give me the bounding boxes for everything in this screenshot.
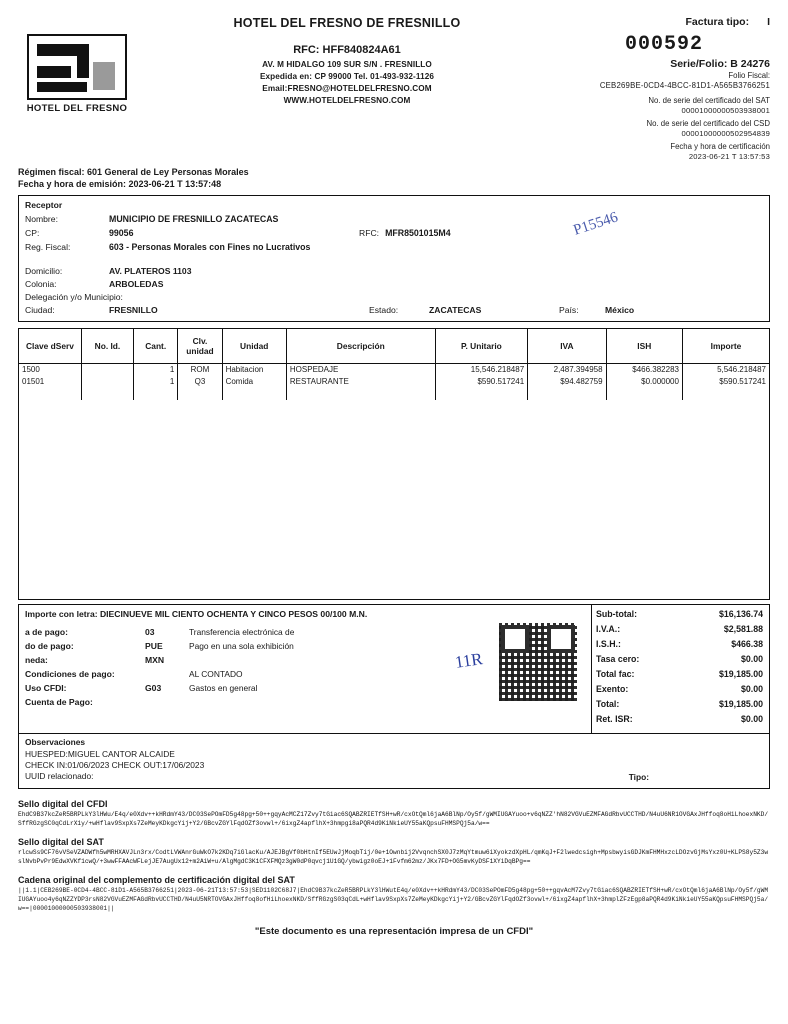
observaciones-line-1: HUESPED:MIGUEL CANTOR ALCAIDE — [25, 749, 175, 759]
receptor-delegacion-row — [25, 292, 763, 302]
cell-unidad: Habitacion — [222, 364, 286, 377]
serie-cert-sat-value: 00001000000503938001 — [681, 106, 770, 115]
total-label: I.S.H.: — [596, 639, 621, 649]
cell-unidad: Comida — [222, 376, 286, 388]
th-descripcion: Descripción — [286, 329, 435, 364]
receptor-domicilio-label: Domicilio: — [25, 266, 63, 276]
receptor-colonia-row — [25, 279, 763, 289]
receptor-delegacion-label: Delegación y/o Municipio: — [25, 292, 123, 302]
total-row — [596, 714, 763, 724]
total-value: $2,581.88 — [723, 624, 763, 634]
invoice-header — [0, 0, 788, 165]
serie-folio-row — [558, 58, 770, 70]
cadena-original-body: ||1.1|CEB269BE-0CD4-4BCC-81D1-A565B3766251|2023-06-21T13:57:53|SED1102C68J7|EhdC9B37kcZeR5BRPLkY3lHWutE4q/e0Xdv++kHRdmY43/DC03SePOmFD5g48pg+50++gqvAcM7Zvy7tGiac6SQABZRIETfSH+wR/cxOtQml6jaA6BlNp/Oy5f/gWMIUGAYuoo4y6qNZZYDP3rsN82VGVuEZMFAGdRbvUCCTHD/N4uU5NRTOVGAxJHffoq8ofHiLhoexNKD/SffRGzgS03qCdL+wHflav9SxpXs7ZeMeyKDkgcYij+Y2/GBcvZGYlFqdOZf3ovwl+/6ixgZ4apflhX+3hmplZFzEgp8aPQR4d9KiNkieUY55aKQpsuFHMSPQj5a/w==|00001000000503938001|| — [18, 886, 769, 912]
fecha-certificacion-label: Fecha y hora de certificación — [670, 142, 770, 151]
receptor-rfc-value: MFR8501015M4 — [385, 228, 451, 238]
payment-label: do de pago: — [25, 641, 74, 651]
cell-importe: $590.517241 — [719, 377, 766, 386]
cell-noid — [81, 376, 133, 388]
totals-list — [591, 605, 769, 733]
payment-label: Cuenta de Pago: — [25, 697, 93, 707]
regimen-fiscal: Régimen fiscal: 601 General de Ley Personas Morales — [18, 167, 249, 177]
observaciones-line-2: CHECK IN:01/06/2023 CHECK OUT:17/06/2023 — [25, 760, 205, 770]
issuer-info — [136, 14, 558, 165]
receptor-name-row — [25, 214, 763, 224]
total-row — [596, 609, 763, 619]
th-iva: IVA — [528, 329, 606, 364]
th-ish: ISH — [606, 329, 682, 364]
receptor-regfiscal-label: Reg. Fiscal: — [25, 242, 71, 252]
th-clave: Clave dServ — [19, 329, 81, 364]
concepts-table-wrap — [18, 328, 770, 600]
table-filler-row — [19, 388, 769, 400]
serie-folio-label: Serie/Folio: — [670, 58, 728, 70]
payment-desc: Transferencia electrónica de — [189, 627, 295, 637]
cell-clvunidad: ROM — [178, 364, 222, 377]
cell-clvunidad: Q3 — [178, 376, 222, 388]
cadena-original-title: Cadena original del complemento de certificación digital del SAT — [18, 874, 295, 885]
cell-noid — [81, 364, 133, 377]
receptor-domicilio-value: AV. PLATEROS 1103 — [109, 266, 192, 276]
total-row — [596, 639, 763, 649]
payment-desc: Pago en una sola exhibición — [189, 641, 294, 651]
importe-con-letra: Importe con letra: DIECINUEVE MIL CIENTO OCHENTA Y CINCO PESOS 00/100 M.N. — [25, 609, 368, 619]
logo-caption: HOTEL DEL FRESNO — [26, 103, 128, 114]
sello-sat-title: Sello digital del SAT — [18, 836, 104, 847]
th-importe: Importe — [682, 329, 769, 364]
payment-label: a de pago: — [25, 627, 68, 637]
total-value: $0.00 — [740, 684, 763, 694]
concepts-table — [19, 329, 769, 400]
invoice-type-row — [558, 16, 770, 28]
total-row — [596, 654, 763, 664]
footer-note: "Este documento es una representación impresa de un CFDI" — [254, 925, 534, 937]
th-clvunidad: Clv. unidad — [178, 329, 222, 364]
total-value: $466.38 — [731, 639, 763, 649]
th-punitario: P. Unitario — [435, 329, 527, 364]
receptor-block — [18, 195, 770, 322]
cell-iva: $94.482759 — [528, 376, 606, 388]
receptor-cp-row — [25, 228, 763, 238]
serie-cert-csd-value: 00001000000502954839 — [681, 129, 770, 138]
total-label: Sub-total: — [596, 609, 638, 619]
cell-descripcion: HOSPEDAJE — [286, 364, 435, 377]
receptor-rfc-label: RFC: — [359, 228, 380, 238]
fecha-certificacion-value: 2023-06-21 T 13:57:53 — [688, 152, 770, 161]
payment-desc: Gastos en general — [189, 683, 258, 693]
fecha-emision: Fecha y hora de emisión: 2023-06-21 T 13:57:48 — [18, 179, 222, 189]
receptor-colonia-label: Colonia: — [25, 279, 57, 289]
cell-iva: 2,487.394958 — [528, 364, 606, 377]
invoice-meta — [558, 14, 770, 165]
total-label: Ret. ISR: — [596, 714, 633, 724]
observaciones-block — [18, 734, 770, 789]
payment-info — [19, 605, 591, 733]
cell-ish: $466.382283 — [606, 364, 682, 377]
issuer-address: AV. M HIDALGO 109 SUR S/N . FRESNILLO — [262, 60, 432, 69]
receptor-pais-value: México — [605, 305, 635, 315]
sello-cfdi-body: EhdC9B37kcZeR5BRPLkY3lHWu/E4q/e0Xdv++kHRdmY43/DC03SePOmFD5g48pg+50++gqyAcMCZ17Zvy7tGiac6SQABZRIETfSH+wR/cxOtQml6jaA6BlNp/Oy5f/gWMIUGAYuoo+v6qNZZ'hN82VGVuEZMFAGdRbvUCCTHD/N4uU6NR1OVGAxJHffoq8oHiLhoexNKD/SffRGzgSC0qCdLrX1y/+wHflav9SxpXs7ZeMeyKDkgcYij+Y2/GBcvZGYlFqdOZf3ovwl+/6ixgZ4apflhX+3hmpgi8aPQR4d9KiNkieUY55aKQpsuFHMSPQj5a/w== — [18, 811, 769, 827]
issuer-rfc: RFC: HFF840824A61 — [293, 44, 401, 56]
total-label: Exento: — [596, 684, 629, 694]
receptor-estado-value: ZACATECAS — [429, 305, 482, 315]
total-value: $19,185.00 — [718, 669, 763, 679]
issuer-logo-block — [18, 14, 136, 165]
regimen-block — [0, 165, 788, 189]
receptor-ciudad-label: Ciudad: — [25, 305, 55, 315]
payment-code: 03 — [145, 627, 155, 637]
sellos-block — [18, 799, 770, 914]
total-value: $0.00 — [740, 714, 763, 724]
payment-label: Condiciones de pago: — [25, 669, 115, 679]
total-value: $16,136.74 — [718, 609, 763, 619]
total-value: $0.00 — [740, 654, 763, 664]
cell-punitario: $590.517241 — [435, 376, 527, 388]
th-noid: No. Id. — [81, 329, 133, 364]
folio-fiscal-label: Folio Fiscal: — [728, 71, 770, 80]
cell-cant: 1 — [134, 364, 178, 377]
receptor-cp-value: 99056 — [109, 228, 134, 238]
handwritten-mark: 11R — [454, 649, 485, 672]
serie-cert-sat-label: No. de serie del certificado del SAT — [648, 96, 770, 105]
payment-desc: AL CONTADO — [189, 669, 243, 679]
receptor-section-title: Receptor — [25, 200, 63, 210]
receptor-ciudad-row — [25, 305, 763, 315]
handwritten-annotation: P15546 — [571, 209, 621, 239]
receptor-domicilio-row — [25, 266, 763, 276]
cell-punitario: 15,546.218487 — [435, 364, 527, 377]
uuid-relacionado-label: UUID relacionado: — [25, 771, 94, 781]
total-row — [596, 624, 763, 634]
totals-section — [18, 604, 770, 734]
invoice-type-value: I — [767, 16, 770, 28]
qr-code-icon — [499, 623, 577, 701]
payment-label: neda: — [25, 655, 48, 665]
payment-label: Uso CFDI: — [25, 683, 67, 693]
total-label: Total: — [596, 699, 620, 709]
table-row — [19, 376, 769, 388]
folio-fiscal-value: CEB269BE-0CD4-4BCC-81D1-A565B3766251 — [599, 81, 770, 90]
sello-sat-body: rlcwSs9CF76vVSeVZADWfh5wMRHXAVJLn3rx/CodtLVWAnrGuWkO7k2KDq7iGlacKu/AJEJBgVf0bHtnIf5EUwJjMoqbTij/0e+1Ownbij2VvqnchSX0J7zMqYtmuw6iXyokzdXpHL/qmKqJ+F2lwedcsigh+MpsbwyisGDJKmFHMHxzcLDOzvGjMsYxz0U+KLPS8y5Z3wslNvbPvPr9EdwXVKf1cwQ/+3wwFFAAcWFLejJE7AugUx12+m2AiW+u/AlgMgdC3K1CFXFMQz3gW0dP0qvcj1U1GQ/ybwigz0oEJ+1Fvfm62mz/JKx7FD+OG5mvKyDSF1XYiDqBPg== — [18, 848, 769, 865]
payment-code: PUE — [145, 641, 163, 651]
issuer-title: HOTEL DEL FRESNO DE FRESNILLO — [233, 16, 461, 30]
receptor-regfiscal-value: 603 - Personas Morales con Fines no Lucrativos — [109, 242, 311, 252]
cell-clave: 01501 — [19, 376, 81, 388]
observaciones-title: Observaciones — [25, 737, 86, 747]
receptor-ciudad-value: FRESNILLO — [109, 305, 158, 315]
total-row — [596, 699, 763, 709]
total-label: Total fac: — [596, 669, 635, 679]
payment-code: G03 — [145, 683, 162, 693]
total-row — [596, 669, 763, 679]
issuer-website: WWW.HOTELDELFRESNO.COM — [283, 96, 411, 105]
serie-cert-csd-label: No. de serie del certificado del CSD — [646, 119, 770, 128]
receptor-colonia-value: ARBOLEDAS — [109, 279, 164, 289]
receptor-estado-label: Estado: — [369, 305, 399, 315]
th-cant: Cant. — [134, 329, 178, 364]
cell-clave: 1500 — [19, 364, 81, 377]
total-label: I.V.A.: — [596, 624, 621, 634]
receptor-name-value: MUNICIPIO DE FRESNILLO ZACATECAS — [109, 214, 279, 224]
total-value: $19,185.00 — [718, 699, 763, 709]
concepts-header-row — [19, 329, 769, 364]
table-row — [19, 364, 769, 377]
total-row — [596, 684, 763, 694]
hotel-logo-icon — [27, 34, 127, 100]
folio-number: 000592 — [624, 33, 703, 56]
cell-cant: 1 — [134, 376, 178, 388]
issuer-email: Email:FRESNO@HOTELDELFRESNO.COM — [262, 84, 432, 93]
issuer-expedida: Expedida en: CP 99000 Tel. 01-493-932-1126 — [259, 72, 435, 81]
invoice-type-label: Factura tipo: — [685, 16, 750, 28]
payment-code: MXN — [145, 655, 165, 665]
cell-importe: 5,546.218487 — [717, 365, 766, 374]
total-label: Tasa cero: — [596, 654, 640, 664]
receptor-pais-label: País: — [559, 305, 579, 315]
sello-cfdi-title: Sello digital del CFDI — [18, 799, 108, 809]
serie-folio-value: B 24276 — [730, 58, 770, 70]
cell-descripcion: RESTAURANTE — [286, 376, 435, 388]
th-unidad: Unidad — [222, 329, 286, 364]
receptor-name-label: Nombre: — [25, 214, 58, 224]
receptor-regfiscal-row — [25, 242, 763, 252]
tipo-label: Tipo: — [628, 772, 649, 782]
cell-ish: $0.000000 — [606, 376, 682, 388]
receptor-cp-label: CP: — [25, 228, 40, 238]
